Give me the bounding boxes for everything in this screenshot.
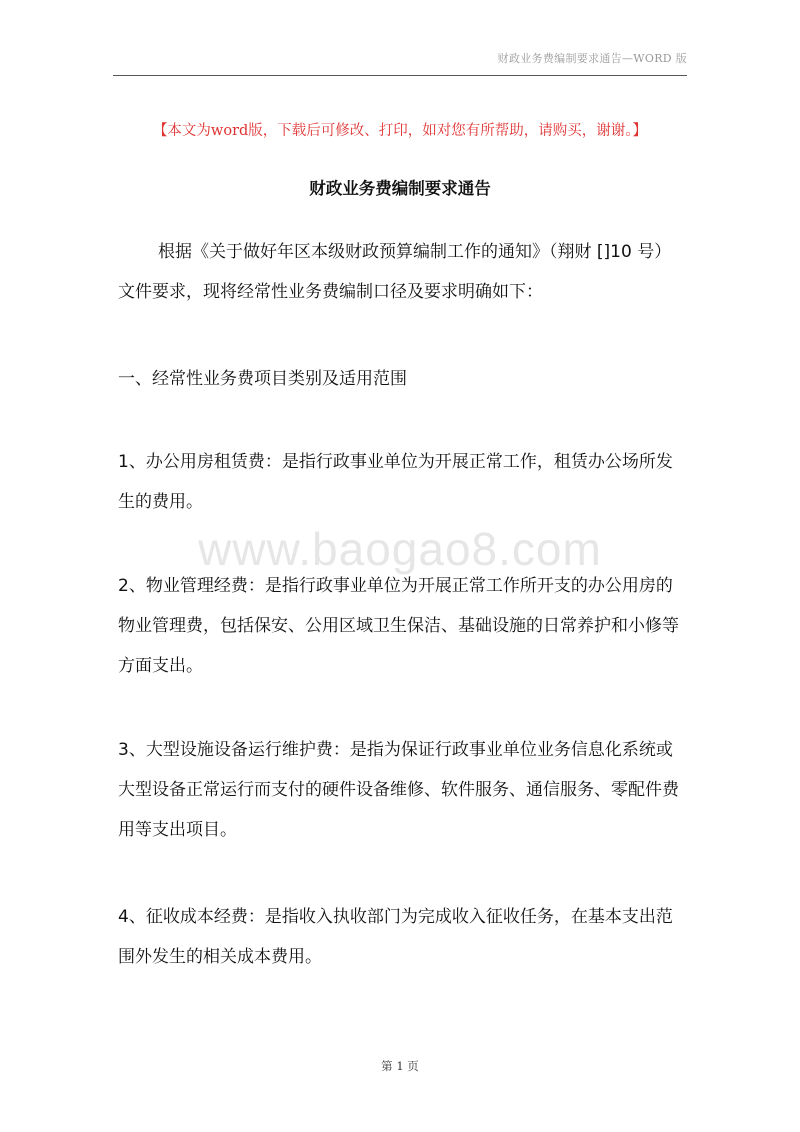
intro-paragraph: 根据《关于做好年区本级财政预算编制工作的通知》（翔财 []10 号）文件要求，现将经常性业务费编制口径及要求明确如下：: [118, 242, 672, 302]
list-item: 4、征收成本经费：是指收入执收部门为完成收入征收任务，在基本支出范围外发生的相关成本费用。: [118, 907, 673, 967]
list-item: 3、大型设施设备运行维护费：是指为保证行政事业单位业务信息化系统或大型设备正常运行而支付的硬件设备维修、软件服务、通信服务、零配件费用等支出项目。: [118, 740, 679, 840]
watermark: www.baogao8.com: [198, 523, 602, 575]
header-divider: [113, 75, 687, 76]
section-heading: 一、经常性业务费项目类别及适用范围: [118, 369, 407, 389]
document-title: 财政业务费编制要求通告: [309, 179, 491, 198]
page-number: 第 1 页: [381, 1059, 419, 1073]
download-notice: 【本文为word版，下载后可修改、打印，如对您有所帮助，请购买，谢谢。】: [152, 123, 648, 139]
list-item: 1、办公用房租赁费：是指行政事业单位为开展正常工作，租赁办公场所发生的费用。: [118, 452, 673, 512]
running-header: 财政业务费编制要求通告—WORD 版: [497, 52, 687, 65]
list-item: 2、物业管理经费：是指行政事业单位为开展正常工作所开支的办公用房的物业管理费，包括保安、公用区域卫生保洁、基础设施的日常养护和小修等方面支出。: [118, 576, 679, 676]
